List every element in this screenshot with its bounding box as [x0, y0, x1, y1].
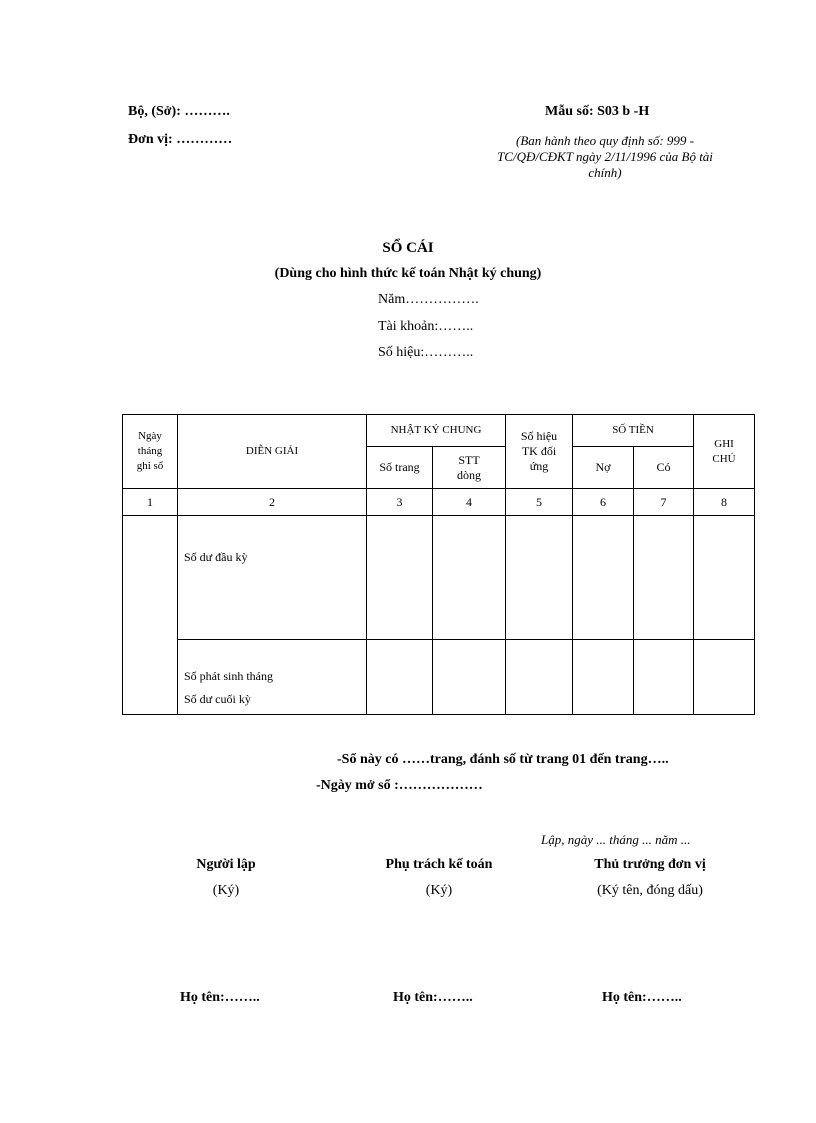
col-number: 8 — [694, 489, 755, 516]
period-activity-label: Số phát sinh tháng — [184, 669, 273, 683]
col-header-note: GHI CHÚ — [694, 415, 755, 489]
col-number: 7 — [634, 489, 694, 516]
empty-cell — [573, 516, 634, 640]
col-header-credit: Có — [634, 447, 694, 489]
head-name: Họ tên:…….. — [602, 990, 682, 1005]
code-field: Số hiệu:……….. — [378, 345, 474, 360]
form-number: Mẫu số: S03 b -H — [545, 104, 650, 119]
account-field: Tài khoản:…….. — [378, 319, 474, 334]
col-number: 2 — [178, 489, 367, 516]
issued-by-line-2: TC/QĐ/CĐKT ngày 2/11/1996 của Bộ tài — [497, 149, 713, 164]
preparer-title: Người lập — [196, 857, 256, 872]
preparer-sign: (Ký) — [212, 883, 240, 898]
col-header-description: DIỄN GIẢI — [178, 415, 367, 489]
empty-cell — [506, 516, 573, 640]
place-date: Lập, ngày ... tháng ... năm ... — [541, 832, 691, 847]
preparer-name: Họ tên:…….. — [180, 990, 260, 1005]
col-header-debit: Nợ — [573, 447, 634, 489]
unit-label: Đơn vị: ………… — [128, 132, 233, 147]
opening-balance-label: Số dư đầu kỳ — [178, 516, 367, 640]
empty-cell — [433, 640, 506, 715]
empty-cell — [634, 516, 694, 640]
open-date-note: -Ngày mở sổ :……………… — [316, 778, 483, 793]
empty-cell — [367, 516, 433, 640]
issued-by-line-3: chính) — [588, 165, 622, 180]
col-header-line: STT dòng — [433, 447, 506, 489]
period-cell — [178, 640, 367, 715]
page-title: SỔ CÁI — [382, 240, 434, 256]
empty-cell — [433, 516, 506, 640]
issued-by-line-1: (Ban hành theo quy định số: 999 - — [515, 133, 694, 148]
ledger-table — [122, 414, 755, 715]
col-group-amount: SỐ TIỀN — [573, 415, 694, 447]
issued-by-note — [455, 133, 755, 181]
col-number: 1 — [123, 489, 178, 516]
empty-cell — [694, 516, 755, 640]
empty-cell — [367, 640, 433, 715]
empty-cell — [694, 640, 755, 715]
chief-accountant-sign: (Ký) — [425, 883, 453, 898]
head-title: Thủ trưởng đơn vị — [594, 857, 706, 872]
col-number: 5 — [506, 489, 573, 516]
col-header-date: Ngày tháng ghi sổ — [123, 415, 178, 489]
page-subtitle: (Dùng cho hình thức kế toán Nhật ký chung) — [274, 266, 542, 281]
column-number-row — [123, 489, 755, 516]
head-sign: (Ký tên, đóng dấu) — [597, 883, 703, 898]
chief-accountant-title: Phụ trách kế toán — [385, 857, 493, 872]
col-header-account: Số hiệu TK đối ứng — [506, 415, 573, 489]
col-number: 6 — [573, 489, 634, 516]
col-group-journal: NHẬT KÝ CHUNG — [367, 415, 506, 447]
table-row-period — [123, 640, 755, 715]
col-number: 4 — [433, 489, 506, 516]
chief-accountant-name: Họ tên:…….. — [393, 990, 473, 1005]
pages-note: -Sổ này có ……trang, đánh số từ trang 01 đến trang….. — [337, 752, 669, 767]
closing-balance-label: Số dư cuối kỳ — [184, 692, 251, 706]
col-number: 3 — [367, 489, 433, 516]
ministry-label: Bộ, (Sở): ………. — [128, 104, 230, 119]
table-row-opening — [123, 516, 755, 640]
col-header-page: Số trang — [367, 447, 433, 489]
empty-cell — [573, 640, 634, 715]
empty-cell — [634, 640, 694, 715]
date-cell — [123, 516, 178, 715]
year-field: Năm……………. — [378, 292, 479, 307]
empty-cell — [506, 640, 573, 715]
